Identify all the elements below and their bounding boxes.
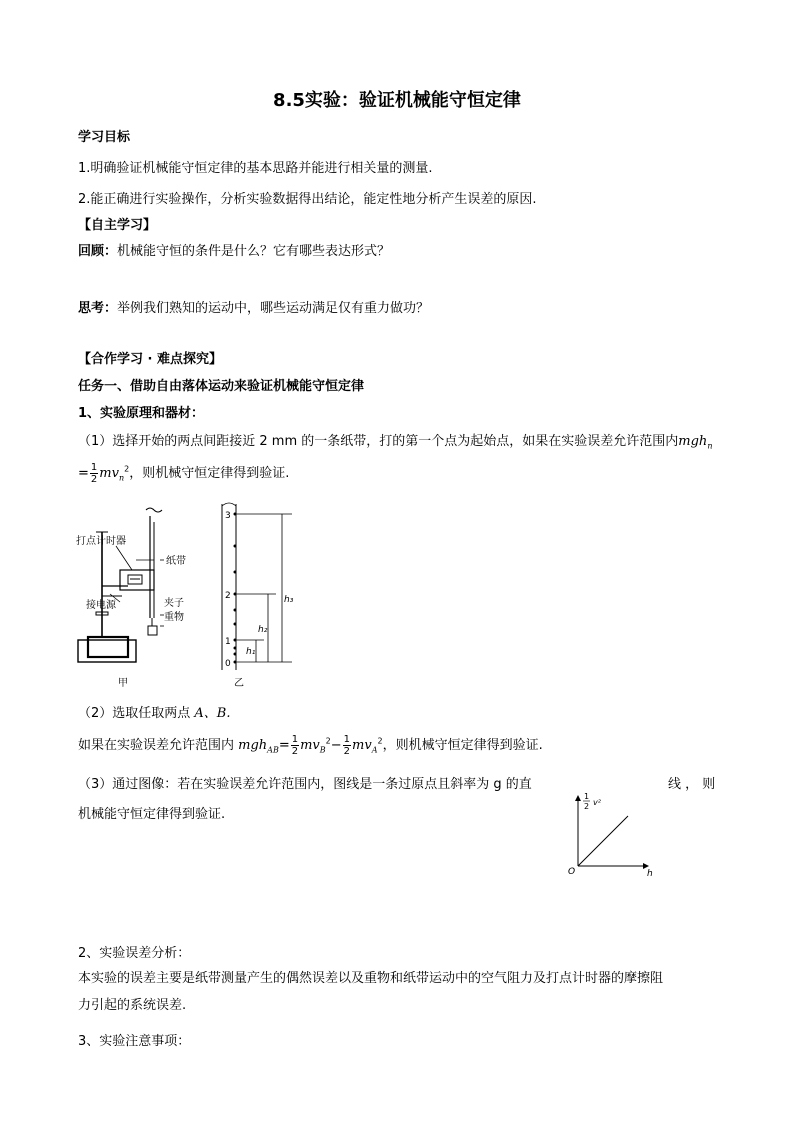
point-label: 3 [225,511,231,521]
tape-figure [218,502,298,690]
formula-mgh: mgh [678,434,708,449]
think-line [78,297,429,316]
coop-heading: 【合作学习 · 难点探究】 [78,352,222,367]
think-text: 举例我们熟知的运动中，哪些运动满足仅有重力做功？ [117,301,430,316]
review-label: 回顾： [78,244,118,259]
y-label-num: 1 [584,792,590,801]
step3-tail: 线 ， 则 [668,777,716,792]
y-label-var: v² [593,798,601,807]
section2-heading: 2、实验误差分析： [78,946,191,961]
review-text: 机械能守恒的条件是什么？它有哪些表达形式？ [117,244,391,259]
equals-sign: = [78,466,89,481]
goal-item: 2.能正确进行实验操作，分析实验数据得出结论，能定性地分析产生误差的原因. [78,192,537,207]
label-tape: 纸带 [166,556,186,567]
principle-end: ，则机械守恒定律得到验证. [129,466,290,481]
origin-label: O [568,867,576,877]
fraction-half: $\frac{1}{2}$ [291,734,299,757]
step2-line: （2）选取任取两点 A、B. [78,706,231,721]
point-label: 1 [225,637,231,647]
subscript-n: n [707,441,713,451]
caption-jia: 甲 [118,678,128,689]
h-label: h₃ [284,595,294,605]
page-title: 8.5实验：验证机械能守恒定律 [273,90,521,111]
point-label: 2 [225,591,231,601]
principle-line-2: = $\frac{1}{2}$ $mv_n^2$，则机械守恒定律得到验证. [78,462,290,485]
point-label: 0 [225,659,231,669]
review-line [78,240,390,259]
step3-line-2: 机械能守恒定律得到验证. [78,807,226,822]
label-clip: 夹子 [164,598,184,609]
apparatus-figure [76,502,206,690]
h-label: h₁ [246,647,256,657]
self-study-heading: 【自主学习】 [78,218,157,233]
task1-heading: 任务一、借助自由落体运动来验证机械能守恒定律 [78,379,365,394]
label-timer: 打点计时器 [76,536,126,547]
label-power: 接电源 [86,600,116,611]
principle-text: （1）选择开始的两点间距接近 2 mm 的一条纸带，打的第一个点为起始点，如果在实验误差允许范围内 [78,434,679,449]
section1-heading: 1、实验原理和器材： [78,406,205,421]
section3-heading: 3、实验注意事项： [78,1034,191,1049]
label-weight: 重物 [164,612,184,623]
fraction-half: $\frac{1}{2}$ [90,462,98,485]
formula-mv: mv [99,466,119,481]
h-label: h₂ [258,625,268,635]
step3-line-1: （3）通过图像：若在实验误差允许范围内，图线是一条过原点且斜率为 g 的直 [78,777,532,792]
principle-line-1 [78,430,712,451]
points-ab: A、B. [194,706,231,721]
y-label-den: 2 [584,802,590,811]
energy-height-graph [562,788,662,880]
x-label: h [647,869,653,879]
caption-yi: 乙 [234,678,244,689]
step2-formula-line: 如果在实验误差允许范围内 mgh$_{AB}$= $\frac{1}{2}$ $mv_B^2-$ $\frac{1}{2}$ $mv_A^2$，则机械守恒定律得到验证. [78,734,543,757]
think-label: 思考： [78,301,118,316]
section2-text-2: 力引起的系统误差. [78,998,187,1013]
fraction-half: $\frac{1}{2}$ [343,734,351,757]
goal-item: 1.明确验证机械能守恒定律的基本思路并能进行相关量的测量. [78,161,433,176]
goals-heading: 学习目标 [78,130,131,145]
section2-text-1: 本实验的误差主要是纸带测量产生的偶然误差以及重物和纸带运动中的空气阻力及打点计时器的摩擦阻 [78,971,664,986]
